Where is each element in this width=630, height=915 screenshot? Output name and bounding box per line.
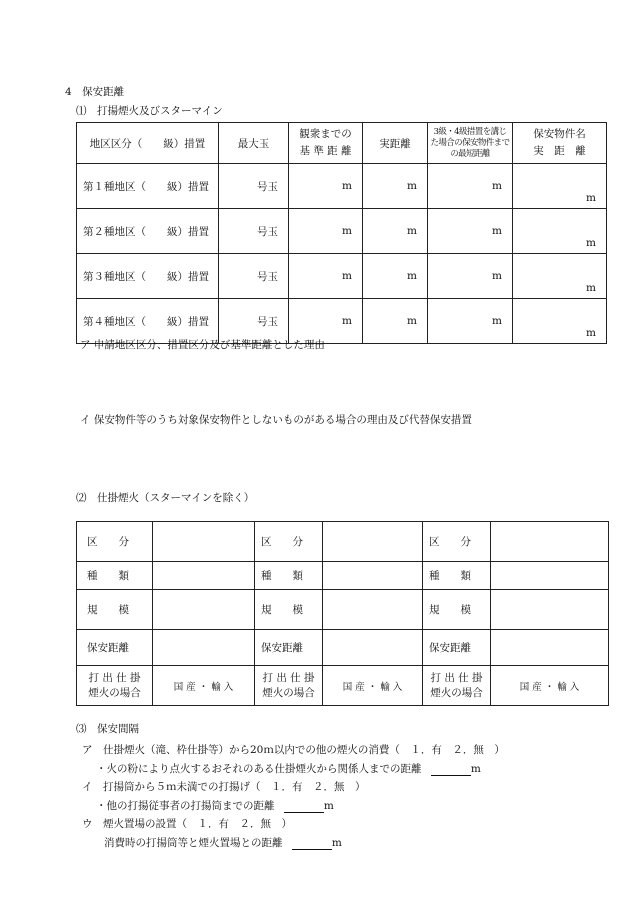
- header-actual-distance: 実距離: [363, 123, 428, 164]
- note-a: ア 申請地区区分、措置区分及び基準距離とした理由: [80, 339, 325, 351]
- item-i-sub: ・他の打揚従事者の打揚筒までの距離 m: [96, 800, 334, 812]
- item-u-sub: 消費時の打揚筒等と煙火置場との距離 m: [104, 837, 342, 849]
- table-row: 第１種地区（ 級）措置 号玉 m m m m: [77, 164, 607, 209]
- header-protected-object: 保安物件名 実 距 離: [513, 123, 607, 164]
- origin-choice: 国 産 ・ 輸 入: [323, 666, 423, 706]
- item-i: イ 打揚筒から５ｍ未満での打揚げ（ １．有 ２．無 ）: [82, 781, 366, 793]
- table-row: 第４種地区（ 級）措置 号玉 m m m m: [77, 299, 607, 344]
- header-area: 地区区分（ 級）措置: [77, 123, 219, 164]
- table-header-row: [77, 123, 607, 164]
- table-row: 種 類 種 類 種 類: [77, 562, 609, 590]
- item-a-sub: ・火の粉により点火するおそれのある仕掛煙火から関係人までの距離 m: [96, 763, 481, 775]
- fireworks-distance-table: [76, 122, 607, 344]
- section-title: 4 保安距離: [65, 86, 125, 98]
- note-i: イ 保安物件等のうち対象保安物件としないものがある場合の理由及び代替保安措置: [80, 414, 472, 426]
- subsection-title-2: ⑵ 仕掛煙火（スターマインを除く）: [76, 492, 255, 504]
- header-shortest-distance: 3級・4級措置を講じ た場合の保安物件まで の最短距離: [428, 123, 513, 164]
- origin-choice: 国 産 ・ 輸 入: [153, 666, 255, 706]
- table-row: 規 模 規 模 規 模: [77, 590, 609, 630]
- table-row: 打 出 仕 掛 煙火の場合 国 産 ・ 輸 入 打 出 仕 掛 煙火の場合 国 産 ・ 輸 入 打 出 仕 掛 煙火の場合 国 産 ・ 輸 入: [77, 666, 609, 706]
- table-row: 第３種地区（ 級）措置 号玉 m m m m: [77, 254, 607, 299]
- subsection-title-3: ⑶ 保安間隔: [76, 723, 139, 735]
- subsection-title-1: ⑴ 打揚煙火及びスターマイン: [76, 105, 223, 117]
- table-row: 第２種地区（ 級）措置 号玉 m m m m: [77, 209, 607, 254]
- header-standard-distance: 観衆までの 基 準 距 離: [289, 123, 363, 164]
- table-row: 区 分 区 分 区 分: [77, 522, 609, 562]
- item-a: ア 仕掛煙火（滝、枠仕掛等）から20ｍ以内での他の煙火の消費（ １．有 ２．無 ）: [82, 744, 505, 756]
- origin-choice: 国 産 ・ 輸 入: [491, 666, 609, 706]
- set-piece-table: [76, 521, 609, 706]
- header-max-ball: 最大玉: [219, 123, 289, 164]
- table-row: 保安距離 保安距離 保安距離: [77, 630, 609, 666]
- item-u: ウ 煙火置場の設置（ １．有 ２．無 ）: [82, 818, 292, 830]
